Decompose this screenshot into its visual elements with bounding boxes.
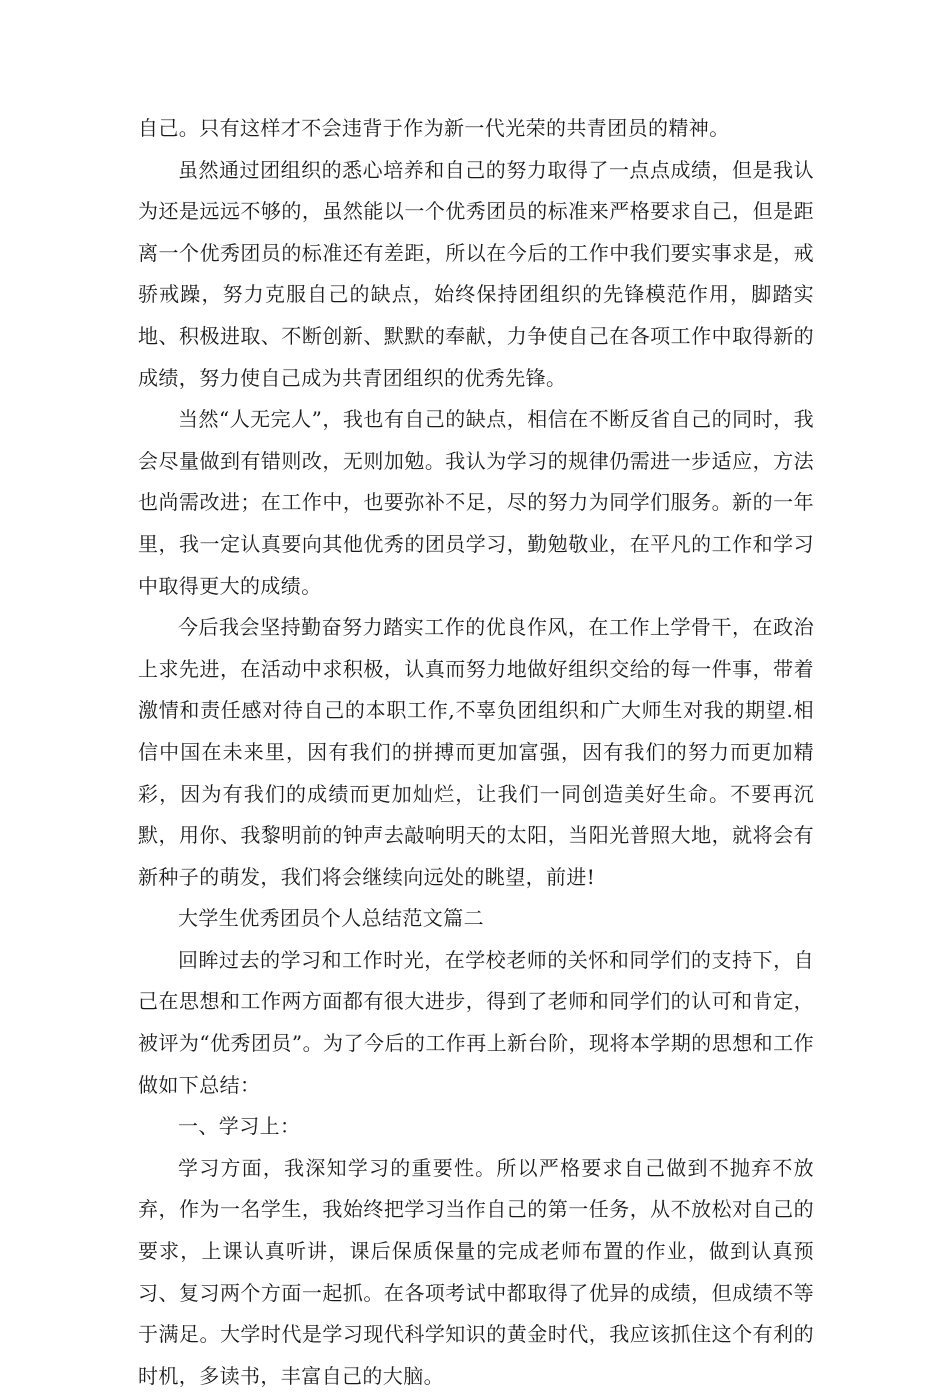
paragraph: 当然“人无完人”，我也有自己的缺点，相信在不断反省自己的同时，我会尽量做到有错则改，无则加勉。我认为学习的规律仍需进一步适应，方法也尚需改进；在工作中，也要弥补不足，尽的努力为同学们服务。新的一年里，我一定认真要向其他优秀的团员学习，勤勉敬业，在平凡的工作和学习中取得更大的成绩。 [138, 407, 814, 598]
section-heading: 大学生优秀团员个人总结范文篇二 [178, 906, 484, 931]
paragraph: 回眸过去的学习和工作时光，在学校老师的关怀和同学们的支持下，自己在思想和工作两方面都有很大进步，得到了老师和同学们的认可和肯定，被评为“优秀团员”。为了今后的工作再上新台阶，现将本学期的思想和工作做如下总结： [138, 947, 814, 1097]
paragraph: 今后我会坚持勤奋努力踏实工作的优良作风，在工作上学骨干，在政治上求先进，在活动中求积极，认真而努力地做好组织交给的每一件事，带着激情和责任感对待自己的本职工作,不辜负团组织和广大师生对我的期望.相信中国在未来里，因有我们的拼搏而更加富强，因有我们的努力而更加精彩，因为有我们的成绩而更加灿烂，让我们一同创造美好生命。不要再沉默，用你、我黎明前的钟声去敲响明天的太阳，当阳光普照大地，就将会有新种子的萌发，我们将会继续向远处的眺望，前进! [138, 615, 814, 889]
paragraph-continuation: 自己。只有这样才不会违背于作为新一代光荣的共青团员的精神。 [138, 116, 730, 140]
paragraph: 学习方面，我深知学习的重要性。所以严格要求自己做到不抛弃不放弃，作为一名学生，我始终把学习当作自己的第一任务，从不放松对自己的要求，上课认真听讲，课后保质保量的完成老师布置的作业，做到认真预习、复习两个方面一起抓。在各项考试中都取得了优异的成绩，但成绩不等于满足。大学时代是学习现代科学知识的黄金时代，我应该抓住这个有利的时机，多读书，丰富自己的大脑。 [138, 1155, 814, 1388]
document-body [138, 108, 814, 1397]
paragraph: 虽然通过团组织的悉心培养和自己的努力取得了一点点成绩，但是我认为还是远远不够的，虽然能以一个优秀团员的标准来严格要求自己，但是距离一个优秀团员的标准还有差距，所以在今后的工作中我们要实事求是，戒骄戒躁，努力克服自己的缺点，始终保持团组织的先锋模范作用，脚踏实地、积极进取、不断创新、默默的奉献，力争使自己在各项工作中取得新的成绩，努力使自己成为共青团组织的优秀先锋。 [138, 157, 814, 390]
subsection-heading: 一、学习上： [178, 1114, 301, 1139]
